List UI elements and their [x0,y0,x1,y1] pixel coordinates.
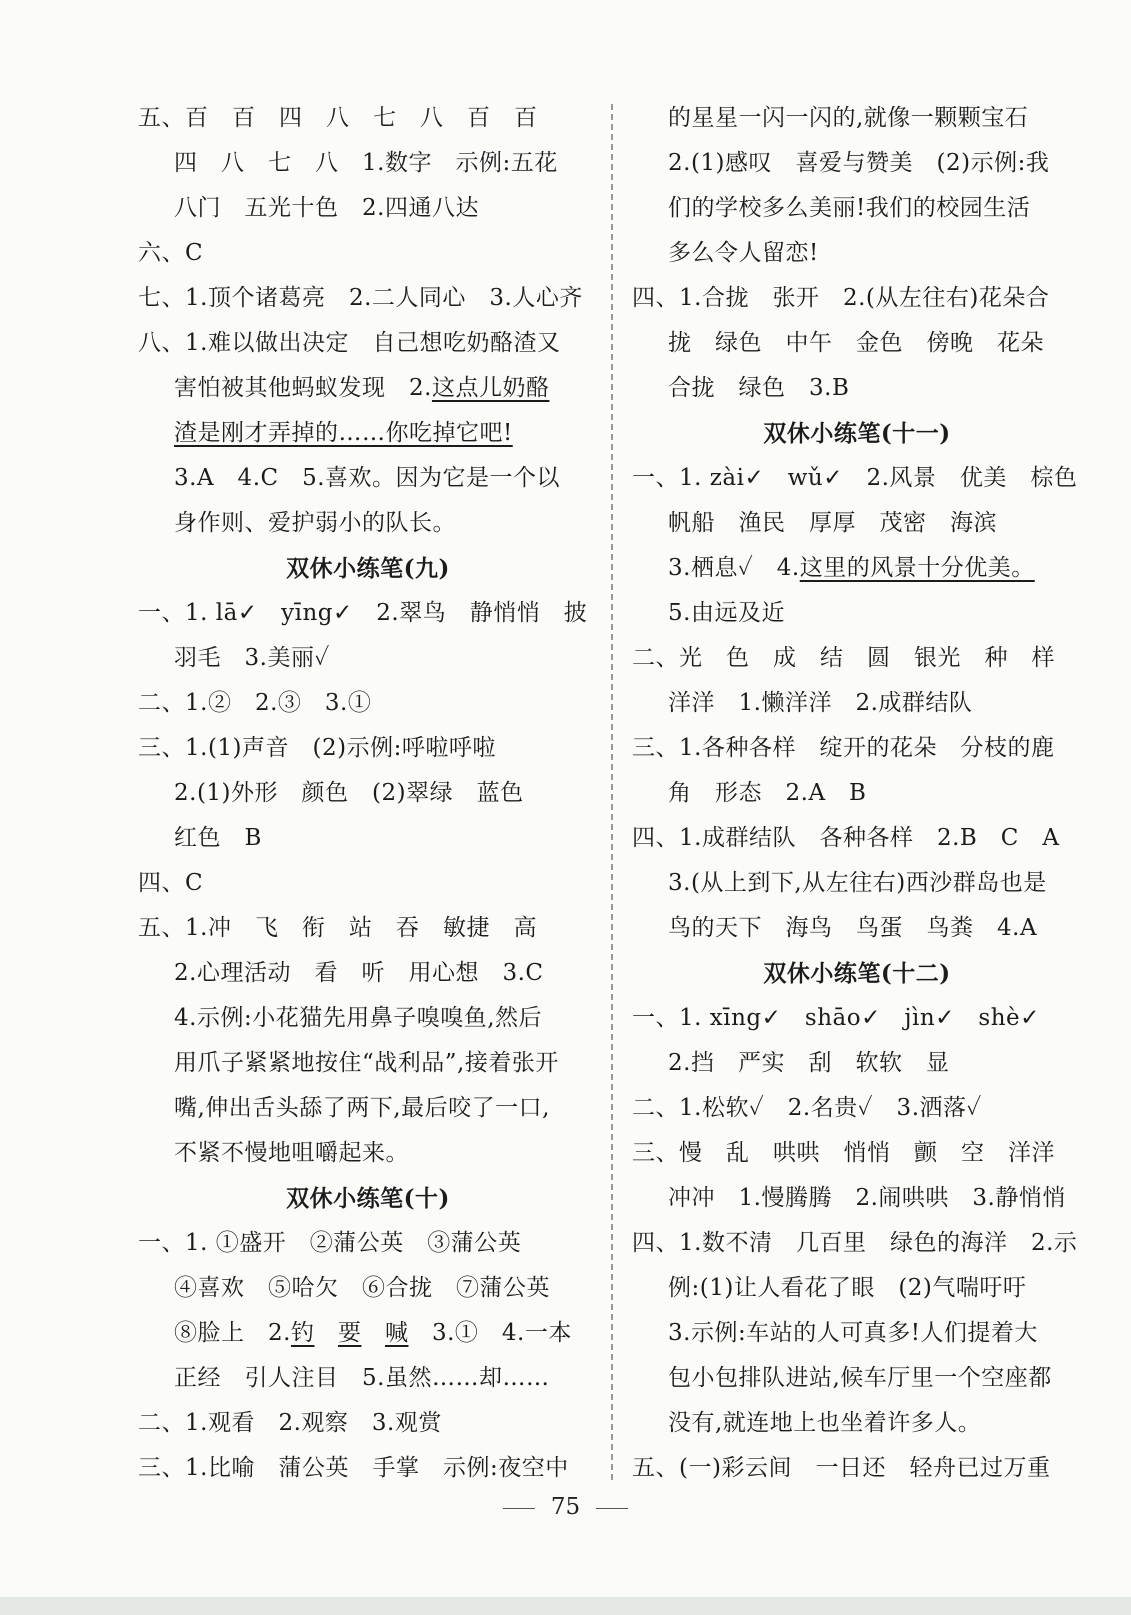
answer-line [138,276,588,321]
answer-text: 合拢 绿色 3.B [668,375,850,401]
answer-text: 一、1. ①盛开 ②蒲公英 ③蒲公英 [138,1230,522,1256]
answer-text: 3.示例:车站的人可真多!人们提着大 [668,1320,1038,1346]
answer-line [138,636,588,681]
answer-text: 正经 引人注目 5.虽然……却…… [174,1365,550,1391]
answer-text: 没有,就连地上也坐着许多人。 [668,1410,982,1436]
answer-line [138,456,588,501]
answer-text: 嘴,伸出舌头舔了两下,最后咬了一口, [174,1095,550,1121]
answer-text: 五、1.冲 飞 衔 站 吞 敏捷 高 [138,915,537,941]
answer-line [138,411,588,456]
answer-line [632,816,1082,861]
answer-line [138,861,588,906]
answer-line [632,1086,1082,1131]
answer-text: 一、1. zài✓ wǔ✓ 2.风景 优美 棕色 [632,465,1078,491]
answer-text: 角 形态 2.A B [668,780,867,806]
answer-line [632,1041,1082,1086]
answer-line [138,816,588,861]
answer-line [138,1041,588,1086]
answer-text: 一、1. xīng✓ shāo✓ jìn✓ shè✓ [632,1005,1040,1031]
answer-text: 三、1.各种各样 绽开的花朵 分枝的鹿 [632,735,1055,761]
answer-text [361,1320,385,1346]
answer-line [632,186,1082,231]
answer-line [138,951,588,996]
answer-text: 2.(1)感叹 喜爱与赞美 (2)示例:我 [668,150,1050,176]
answer-text: 二、1.观看 2.观察 3.观赏 [138,1410,442,1436]
answer-text: 双休小练笔(九) [286,555,450,582]
answer-text: 双休小练笔(十二) [763,960,951,987]
answer-line [632,546,1082,591]
answer-line [632,1356,1082,1401]
answer-text: 冲冲 1.慢腾腾 2.闹哄哄 3.静悄悄 [668,1185,1066,1211]
answer-line [632,1131,1082,1176]
answer-text: 一、1. lā✓ yīng✓ 2.翠鸟 静悄悄 披 [138,600,588,626]
answer-line [138,1446,588,1491]
answer-text: 不紧不慢地咀嚼起来。 [174,1140,409,1166]
answer-text: 三、1.(1)声音 (2)示例:呼啦呼啦 [138,735,496,761]
answer-line [632,141,1082,186]
section-title [632,951,1082,996]
bottom-band [0,1597,1131,1615]
answer-line [632,501,1082,546]
answer-line [138,321,588,366]
answer-line [632,1311,1082,1356]
answer-text: 害怕被其他蚂蚁发现 2. [174,375,432,401]
footer-dash-right [596,1508,628,1509]
answer-text: 3.A 4.C 5.喜欢。因为它是一个以 [174,465,561,491]
answer-text: 多么令人留恋! [668,240,819,266]
answer-line [138,1221,588,1266]
answer-text: 八门 五光十色 2.四通八达 [174,195,479,221]
footer-dash-left [503,1508,535,1509]
answer-line [138,1401,588,1446]
answer-text: 四、1.合拢 张开 2.(从左往右)花朵合 [632,285,1050,311]
answer-text: 红色 B [174,825,262,851]
answer-line [138,591,588,636]
answer-line [138,501,588,546]
underlined-answer: 钓 [290,1320,315,1346]
answer-line [138,1266,588,1311]
answer-text: 鸟的天下 海鸟 鸟蛋 鸟粪 4.A [668,915,1038,941]
answer-line [632,906,1082,951]
underlined-answer: 渣是刚才弄掉的……你吃掉它吧! [174,420,513,446]
answer-line [632,96,1082,141]
answer-line [138,366,588,411]
answer-line [632,636,1082,681]
page-number: 75 [550,1494,581,1520]
answer-line [632,861,1082,906]
answer-text: 身作则、爱护弱小的队长。 [174,510,456,536]
answer-text: 二、光 色 成 结 圆 银光 种 样 [632,645,1055,671]
answer-text: 用爪子紧紧地按住“战利品”,接着张开 [174,1050,559,1076]
answer-line [138,1311,588,1356]
answer-line [632,1401,1082,1446]
answer-text: 双休小练笔(十) [286,1185,450,1212]
answer-text: 3.栖息✓ 4. [668,555,800,581]
answer-text: 2.挡 严实 刮 软软 显 [668,1050,950,1076]
answer-text: 五、百 百 四 八 七 八 百 百 [138,105,538,131]
answer-text: 二、1.② 2.③ 3.① [138,690,372,716]
underlined-answer: 喊 [384,1320,409,1346]
answer-text: 5.由远及近 [668,600,785,626]
answer-line [632,456,1082,501]
answer-line [632,1176,1082,1221]
answer-line [138,1131,588,1176]
answer-text: 八、1.难以做出决定 自己想吃奶酪渣又 [138,330,561,356]
answer-text: 例:(1)让人看花了眼 (2)气喘吁吁 [668,1275,1027,1301]
answer-text: 双休小练笔(十一) [763,420,951,447]
answer-line [138,681,588,726]
answer-line [632,681,1082,726]
answer-text: 三、1.比喻 蒲公英 手掌 示例:夜空中 [138,1455,569,1481]
underlined-answer: 要 [337,1320,362,1346]
answer-text: 四 八 七 八 1.数字 示例:五花 [174,150,558,176]
answer-text: 帆船 渔民 厚厚 茂密 海滨 [668,510,997,536]
answer-text: 五、(一)彩云间 一日还 轻舟已过万重 [632,1455,1051,1481]
answer-line [138,96,588,141]
answer-line [138,771,588,816]
answer-text: 二、1.松软✓ 2.名贵✓ 3.洒落✓ [632,1095,982,1121]
answer-text: ④喜欢 ⑤哈欠 ⑥合拢 ⑦蒲公英 [174,1275,550,1301]
answer-line [632,1446,1082,1491]
answer-line [138,906,588,951]
underlined-answer: 这里的风景十分优美。 [799,555,1035,581]
answer-text: 六、C [138,240,204,266]
answer-text: 3.① 4.一本 [408,1320,572,1346]
page-footer [0,1494,1131,1520]
answer-text: 洋洋 1.懒洋洋 2.成群结队 [668,690,973,716]
answer-text: 羽毛 3.美丽✓ [174,645,330,671]
left-column [138,96,588,1491]
answer-line [138,231,588,276]
answer-line [632,366,1082,411]
answer-line [138,996,588,1041]
answer-text: 们的学校多么美丽!我们的校园生活 [668,195,1031,221]
answer-line [138,1086,588,1131]
answer-line [632,276,1082,321]
right-column [632,96,1082,1491]
answer-text: 四、1.成群结队 各种各样 2.B C A [632,825,1060,851]
answer-text: 的星星一闪一闪的,就像一颗颗宝石 [668,105,1029,131]
answer-line [632,1221,1082,1266]
answer-text: 2.(1)外形 颜色 (2)翠绿 蓝色 [174,780,524,806]
answer-text: 包小包排队进站,候车厅里一个空座都 [668,1365,1052,1391]
answer-text: 四、C [138,870,204,896]
answer-text [314,1320,338,1346]
answer-line [632,321,1082,366]
answer-line [632,771,1082,816]
answer-text: 3.(从上到下,从左往右)西沙群岛也是 [668,870,1047,896]
section-title [632,411,1082,456]
answer-text: ⑧脸上 2. [174,1320,291,1346]
answer-line [138,186,588,231]
answer-line [632,591,1082,636]
answer-line [632,1266,1082,1311]
answer-text: 四、1.数不清 几百里 绿色的海洋 2.示 [632,1230,1078,1256]
answer-text: 拢 绿色 中午 金色 傍晚 花朵 [668,330,1044,356]
answer-line [632,996,1082,1041]
answer-line [632,231,1082,276]
section-title [138,1176,588,1221]
answer-text: 2.心理活动 看 听 用心想 3.C [174,960,544,986]
column-divider [611,104,613,1480]
answer-line [632,726,1082,771]
answer-line [138,141,588,186]
section-title [138,546,588,591]
answer-line [138,726,588,771]
answer-text: 七、1.顶个诸葛亮 2.二人同心 3.人心齐 [138,285,583,311]
answer-text: 4.示例:小花猫先用鼻子嗅嗅鱼,然后 [174,1005,543,1031]
answer-line [138,1356,588,1401]
underlined-answer: 这点儿奶酪 [431,375,550,401]
answer-text: 三、慢 乱 哄哄 悄悄 颤 空 洋洋 [632,1140,1055,1166]
